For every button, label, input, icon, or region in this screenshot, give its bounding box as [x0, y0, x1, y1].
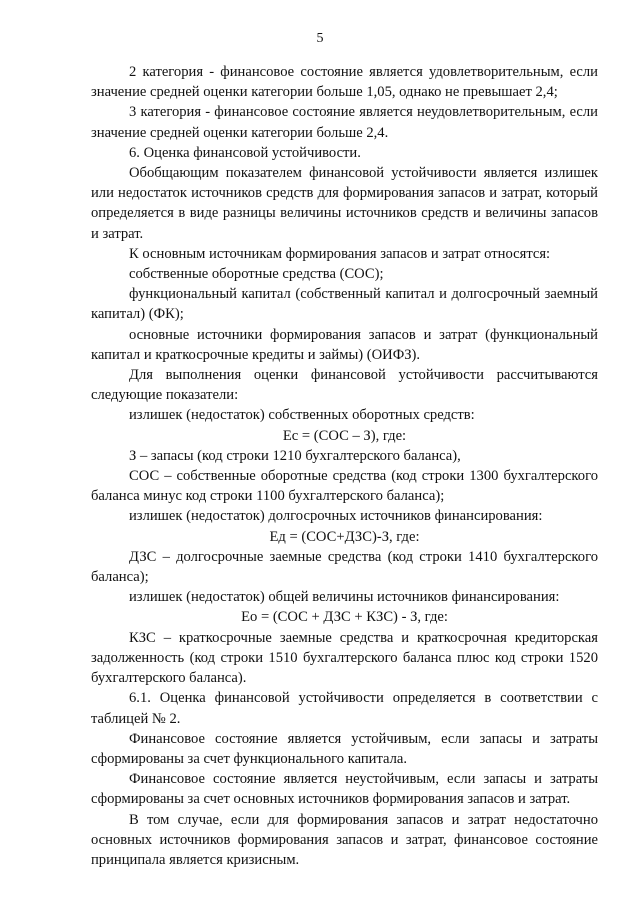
page-number: 5 [316, 31, 324, 46]
list-item-fk: функциональный капитал (собственный капитал и долгосрочный заемный капитал) (ФК); [91, 286, 598, 323]
definition-z: З – запасы (код строки 1210 бухгалтерского баланса), [129, 447, 461, 464]
list-item-sos: собственные оборотные средства (СОС); [129, 266, 384, 283]
definition-sos: СОС – собственные оборотные средства (код строки 1300 бухгалтерского баланса минус код строки 1100 бухгалтерского баланса); [91, 468, 598, 505]
paragraph-own-working-capital: излишек (недостаток) собственных оборотных средств: [129, 407, 475, 424]
list-item-oifz: основные источники формирования запасов и затрат (функциональный капитал и краткосрочные кредиты и займы) (ОИФЗ). [91, 326, 598, 363]
definition-dzs: ДЗС – долгосрочные заемные средства (код строки 1410 бухгалтерского баланса); [91, 548, 598, 586]
paragraph-total-sources: излишек (недостаток) общей величины источников финансирования: [129, 589, 560, 606]
paragraph-main-sources: К основным источникам формирования запасов и затрат относятся: [129, 245, 551, 262]
formula-ec: Ес = (СОС – З), где: [282, 427, 407, 444]
definition-kzs: КЗС – краткосрочные заемные средства и краткосрочная кредиторская задолженность (код строки 1510 бухгалтерского баланса плюс код строки 1520 бухгалтерского баланса). [91, 629, 598, 687]
paragraph-category-3: 3 категория - финансовое состояние является неудовлетворительным, если значение средней оценки категории больше 2,4. [91, 104, 598, 141]
paragraph-long-term-sources: излишек (недостаток) долгосрочных источников финансирования: [129, 508, 543, 525]
paragraph-category-2: 2 категория - финансовое состояние является удовлетворительным, если значение средней оценки категории больше 1,05, однако не превышает 2,4; [91, 64, 598, 101]
paragraph-table-reference: 6.1. Оценка финансовой устойчивости определяется в соответствии с таблицей № 2. [91, 690, 598, 727]
paragraph-crisis-state: В том случае, если для формирования запасов и затрат недостаточно основных источников формирования запасов и затрат, финансовое состояние принципала является кризисным. [91, 811, 598, 868]
formula-ed: Ед = (СОС+ДЗС)-З, где: [269, 528, 420, 545]
paragraph-unstable-state: Финансовое состояние является неустойчивым, если запасы и затраты сформированы за счет основных источников формирования запасов и затрат. [91, 771, 598, 808]
paragraph-general-indicator: Обобщающим показателем финансовой устойчивости является излишек или недостаток источников средств для формирования запасов и затрат, который определяется в виде разницы величины источников средств и величины запасов и затрат. [91, 165, 598, 242]
formula-eo: Ео = (СОС + ДЗС + КЗС) - З, где: [241, 609, 448, 626]
section-heading-financial-stability: 6. Оценка финансовой устойчивости. [129, 144, 361, 161]
document-body [91, 62, 598, 870]
paragraph-indicators-intro: Для выполнения оценки финансовой устойчивости рассчитываются следующие показатели: [91, 367, 598, 404]
paragraph-stable-state: Финансовое состояние является устойчивым, если запасы и затраты сформированы за счет функционального капитала. [91, 730, 598, 767]
